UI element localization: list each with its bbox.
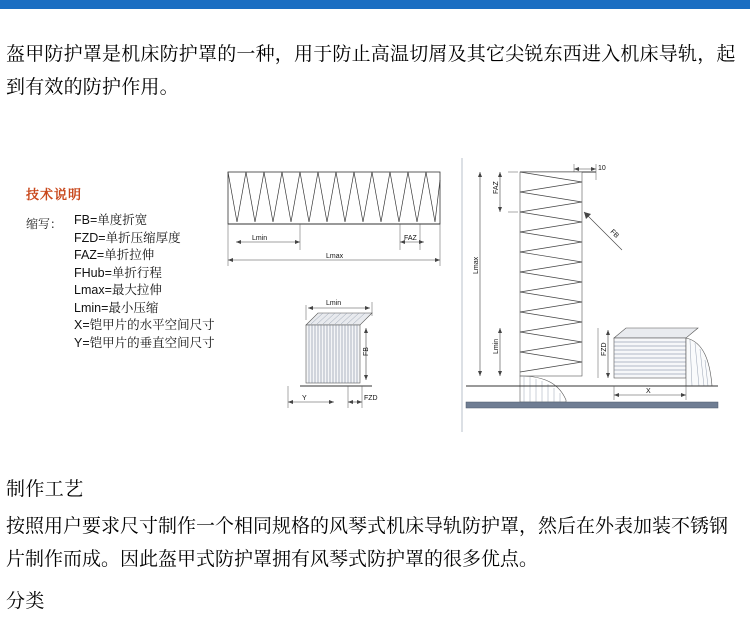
abbr-item: FB=单度折宽 <box>74 213 148 227</box>
top-blue-bar <box>0 0 750 9</box>
svg-text:Y: Y <box>302 395 307 402</box>
figure-drawing <box>0 150 750 450</box>
svg-text:Lmin: Lmin <box>326 300 342 307</box>
svg-text:FZD: FZD <box>364 395 378 402</box>
technical-figure <box>0 150 750 450</box>
process-paragraph: 按照用户要求尺寸制作一个相同规格的风琴式机床导轨防护罩，然后在外表加装不锈钢片制作而成。因此盔甲式防护罩拥有风琴式防护罩的很多优点。 <box>6 516 729 570</box>
abbr-item: Lmax=最大拉伸 <box>74 283 162 297</box>
svg-text:Lmax: Lmax <box>473 256 480 274</box>
svg-text:FB: FB <box>363 347 370 356</box>
abbreviation-label: 缩写： <box>26 217 63 231</box>
svg-text:X: X <box>646 388 651 395</box>
classification-heading: 分类 <box>6 591 45 612</box>
abbr-item: X=铠甲片的水平空间尺寸 <box>74 318 215 332</box>
abbr-item: FAZ=单折拉伸 <box>74 248 155 262</box>
svg-text:FZD: FZD <box>601 342 608 356</box>
svg-text:FAZ: FAZ <box>493 181 500 194</box>
intro-paragraph: 盔甲防护罩是机床防护罩的一种，用于防止高温切屑及其它尖锐东西进入机床导轨，起到有效的防护作用。 <box>6 44 736 98</box>
abbr-item: FHub=单折行程 <box>74 265 162 280</box>
svg-text:FAZ: FAZ <box>404 235 417 242</box>
abbr-item: FZD=单折压缩厚度 <box>74 230 181 245</box>
svg-text:Lmax: Lmax <box>326 253 344 260</box>
abbr-item: Y=铠甲片的垂直空间尺寸 <box>74 335 215 350</box>
svg-text:FB: FB <box>608 228 620 240</box>
tech-spec-title: 技术说明 <box>26 187 83 202</box>
svg-text:Lmin: Lmin <box>493 338 500 354</box>
process-heading: 制作工艺 <box>6 479 84 500</box>
svg-text:Lmin: Lmin <box>252 235 268 242</box>
svg-text:10: 10 <box>598 165 606 172</box>
abbr-item: Lmin=最小压缩 <box>74 300 159 315</box>
